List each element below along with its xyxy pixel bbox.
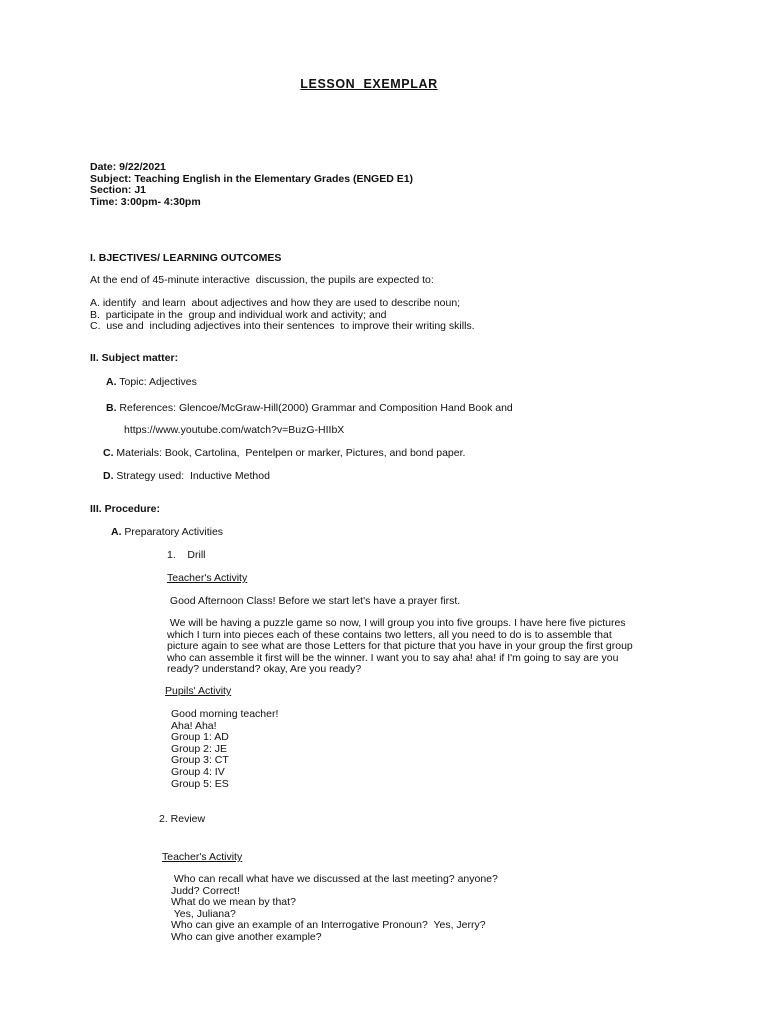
pupils-line: Group 2: JE [171, 742, 228, 755]
pupils-line: Group 1: AD [171, 731, 229, 744]
pupils-activity-label: Pupils' Activity [165, 685, 232, 697]
teacher-line: We will be having a puzzle game so now, I will group you into five groups. I have here five pictures [167, 617, 626, 629]
pupils-line: Good morning teacher! [171, 708, 279, 720]
topic-letter: A. [106, 376, 117, 388]
teacher-line: who can assemble it first will be the winner. I want you to say aha! aha! if I'm going to say are you [167, 651, 619, 664]
references-letter: B. [106, 402, 117, 414]
materials-text: Materials: Book, Cartolina, Pentelpen or marker, Pictures, and bond paper. [113, 447, 466, 459]
strategy-letter: D. [103, 470, 114, 482]
topic-text: Topic: Adjectives [116, 376, 197, 388]
teacher-activity-text: Teacher's Activity [167, 572, 248, 584]
preparatory-text: Preparatory Activities [121, 526, 224, 538]
review-label: 2. Review [159, 813, 206, 825]
preparatory-line [111, 527, 223, 539]
materials-line [103, 448, 465, 460]
teacher-line: picture again to see what are those Letters for that picture that you have in your group the first group [167, 640, 633, 653]
objective-item-c: C. use and including adjectives into their sentences to improve their writing skills. [90, 320, 475, 333]
review-line: Who can recall what have we discussed at the last meeting? anyone? [171, 873, 498, 885]
strategy-text: Strategy used: Inductive Method [113, 470, 270, 482]
references-text: References: Glencoe/McGraw-Hill(2000) Grammar and Composition Hand Book and [116, 402, 513, 414]
reference-url: https://www.youtube.com/watch?v=BuzG-HIIbX [124, 424, 345, 436]
objectives-intro: At the end of 45-minute interactive discussion, the pupils are expected to: [90, 274, 434, 286]
review-teacher-activity-text: Teacher's Activity [162, 851, 243, 863]
teacher-line: which I turn into pieces each of these contains two letters, all you need to do is to assemble that [167, 628, 612, 641]
date-line: Date: 9/22/2021 [90, 161, 166, 173]
topic-line [106, 377, 197, 389]
time-line: Time: 3:00pm- 4:30pm [90, 195, 201, 208]
pupils-line: Aha! Aha! [171, 719, 217, 732]
review-line: Judd? Correct! [171, 884, 240, 897]
teacher-activity-label [167, 573, 318, 585]
references-line [106, 403, 513, 415]
subject-matter-heading: II. Subject matter: [90, 352, 179, 364]
review-teacher-activity-label [162, 852, 254, 864]
strategy-line [103, 471, 270, 483]
materials-letter: C. [103, 447, 114, 459]
document-title: LESSON EXEMPLAR [300, 77, 438, 91]
teacher-line: ready? understand? okay, Are you ready? [167, 663, 362, 676]
pupils-line: Group 4: IV [171, 766, 225, 778]
subject-line: Subject: Teaching English in the Elementary Grades (ENGED E1) [90, 172, 414, 185]
pupils-line: Group 5: ES [171, 777, 229, 790]
procedure-heading: III. Procedure: [90, 503, 161, 515]
pupils-line: Group 3: CT [171, 754, 229, 767]
objectives-heading: I. BJECTIVES/ LEARNING OUTCOMES [90, 252, 282, 264]
preparatory-letter: A. [111, 526, 122, 538]
teacher-line: Good Afternoon Class! Before we start let's have a prayer first. [167, 595, 461, 607]
review-line: Who can give another example? [171, 931, 322, 943]
review-line: Yes, Juliana? [171, 907, 236, 920]
review-line: What do we mean by that? [171, 896, 296, 909]
objective-item-a: A. identify and learn about adjectives and how they are used to describe noun; [90, 297, 461, 309]
objective-item-b: B. participate in the group and individual work and activity; and [90, 308, 387, 321]
section-line: Section: J1 [90, 184, 147, 197]
drill-label: 1. Drill [167, 549, 206, 561]
review-line: Who can give an example of an Interrogative Pronoun? Yes, Jerry? [171, 919, 486, 932]
